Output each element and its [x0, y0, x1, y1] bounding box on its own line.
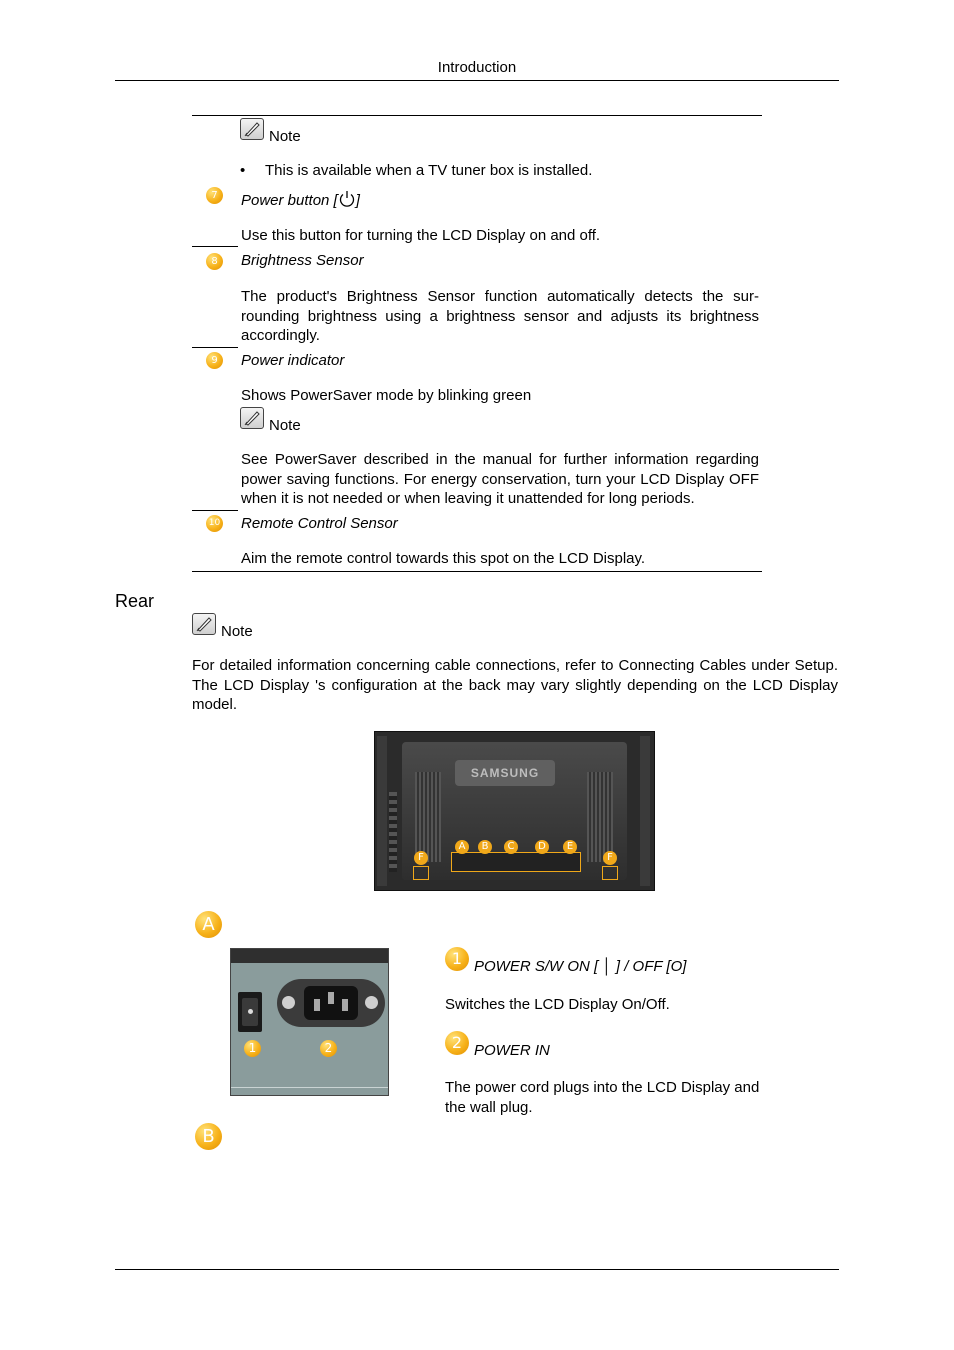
rear-panel-image [374, 731, 655, 891]
row-divider [192, 246, 238, 247]
header-rule [115, 80, 839, 81]
power-panel-image [230, 948, 389, 1096]
pin [314, 999, 320, 1011]
screw-icon [282, 996, 295, 1009]
switch-indicator-icon [248, 1009, 253, 1014]
item-desc: Switches the LCD Display On/Off. [445, 996, 670, 1013]
table-bottom-rule [192, 571, 762, 572]
item-title-pre: Power button [ [241, 192, 338, 209]
note-text: See PowerSaver described in the manual for further information regarding power saving functions. For energy conservation, turn your LCD Display OFF when it is not needed or when leaving it unattended for long periods. [241, 451, 759, 507]
panel-top-bar [231, 949, 388, 963]
item-number-badge: 9 [206, 352, 223, 369]
note-icon [192, 613, 216, 635]
side-rail-left [377, 736, 387, 886]
side-rail-right [640, 736, 650, 886]
note-icon [240, 118, 264, 140]
inlet-socket [304, 986, 358, 1020]
table-top-rule [192, 115, 762, 116]
brand-plate [455, 760, 555, 786]
item-number-badge: 8 [206, 253, 223, 270]
button-strip [389, 792, 397, 872]
power-switch [238, 992, 262, 1032]
item-desc: The power cord plugs into the LCD Display and the wall plug. [445, 1079, 760, 1116]
power-icon [338, 190, 356, 208]
footer-rule [115, 1269, 839, 1270]
connector-strip [451, 852, 581, 872]
connector-label: F [414, 851, 428, 865]
item-title: Power indicator [241, 352, 345, 369]
pin [328, 992, 334, 1004]
port-box-right [602, 866, 618, 880]
note-text: For detailed information concerning cable connections, refer to Connecting Cables under Setup. The LCD Display 's configuration at the back may vary slightly depending on the LCD Display model. [192, 657, 838, 713]
section-letter-badge: B [195, 1123, 222, 1150]
item-desc: The product's Brightness Sensor function automatically detects the sur-rounding brightness using a brightness sensor and adjusts its brightness accordingly. [241, 288, 759, 344]
item-title-post: ] [355, 192, 360, 209]
connector-label: C [504, 840, 518, 854]
bullet: • [240, 162, 246, 179]
item-number-badge: 1 [445, 947, 469, 971]
port-box-left [413, 866, 429, 880]
section-letter-badge: A [195, 911, 222, 938]
item-title: POWER S/W ON [ │ ] / OFF [O] [474, 958, 687, 975]
brand-logo: SAMSUNG [470, 766, 540, 780]
item-number-badge: 10 [206, 515, 223, 532]
item-desc: Shows PowerSaver mode by blinking green [241, 387, 532, 404]
connector-label: E [563, 840, 577, 854]
note-label: Note [269, 128, 301, 145]
item-title [241, 190, 360, 211]
connector-label: F [603, 851, 617, 865]
page-header-title: Introduction [437, 59, 517, 76]
note-label: Note [269, 417, 301, 434]
item-number-badge: 2 [445, 1031, 469, 1055]
row-divider [192, 347, 238, 348]
screw-icon [365, 996, 378, 1009]
panel-bottom-line [231, 1087, 388, 1088]
note-text: This is available when a TV tuner box is installed. [265, 162, 593, 179]
power-inlet [277, 979, 385, 1027]
section-heading: Rear [115, 591, 155, 611]
item-number-badge: 7 [206, 187, 223, 204]
item-title: Brightness Sensor [241, 252, 364, 269]
note-label: Note [221, 623, 253, 640]
item-title: Remote Control Sensor [241, 515, 398, 532]
connector-label: B [478, 840, 492, 854]
vent-left [415, 772, 441, 862]
panel-number-badge: 2 [320, 1040, 337, 1057]
note-icon [240, 407, 264, 429]
row-divider [192, 510, 238, 511]
item-desc: Aim the remote control towards this spot on the LCD Display. [241, 550, 646, 567]
item-title: POWER IN [474, 1042, 550, 1059]
vent-right [587, 772, 613, 862]
connector-label: A [455, 840, 469, 854]
item-desc: Use this button for turning the LCD Display on and off. [241, 227, 601, 244]
panel-number-badge: 1 [244, 1040, 261, 1057]
pin [342, 999, 348, 1011]
connector-label: D [535, 840, 549, 854]
